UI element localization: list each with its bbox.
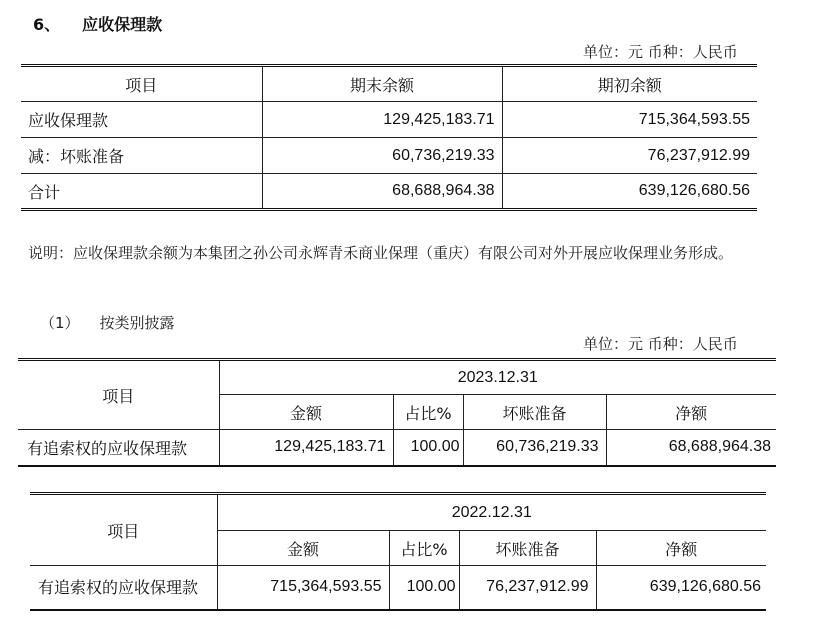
subsection-title: 按类别披露 [99,314,175,332]
table-header-row [21,66,757,102]
receivables-summary-table [21,64,757,211]
header-item: 项目 [18,360,219,430]
table-header-row [18,360,776,395]
header-beginning-balance: 期初余额 [502,66,757,102]
header-net: 净额 [606,395,776,430]
header-item: 项目 [21,66,262,102]
header-net: 净额 [596,531,766,566]
header-amount: 金额 [217,531,389,566]
header-date: 2022.12.31 [217,494,766,531]
header-date: 2023.12.31 [219,360,776,395]
row-item: 有追索权的应收保理款 [18,430,219,466]
section-number: 6、 [33,15,61,34]
table-row [30,566,766,610]
classification-table-2023 [18,358,776,467]
row-ending-value: 60,736,219.33 [262,138,502,174]
row-beginning-value: 639,126,680.56 [502,174,757,210]
header-item: 项目 [30,494,217,566]
classification-table-2022 [30,492,766,611]
header-ending-balance: 期末余额 [262,66,502,102]
unit-label: 单位：元 币种：人民币 [583,43,738,61]
row-item: 应收保理款 [21,102,262,138]
row-ending-value: 68,688,964.38 [262,174,502,210]
header-ratio: 占比% [389,531,459,566]
row-provision: 60,736,219.33 [463,430,606,466]
explanatory-note: 说明：应收保理款余额为本集团之孙公司永辉青禾商业保理（重庆）有限公司对外开展应收保理业务形成。 [28,244,734,262]
row-item: 减：坏账准备 [21,138,262,174]
header-ratio: 占比% [393,395,463,430]
row-net: 639,126,680.56 [596,566,766,610]
header-provision: 坏账准备 [463,395,606,430]
row-amount: 129,425,183.71 [219,430,393,466]
row-net: 68,688,964.38 [606,430,776,466]
table-row [21,138,757,174]
section-heading [33,12,162,35]
unit-label-2: 单位：元 币种：人民币 [583,335,738,353]
header-amount: 金额 [219,395,393,430]
row-ratio: 100.00 [393,430,463,466]
row-ratio: 100.00 [389,566,459,610]
section-title: 应收保理款 [82,15,163,34]
header-provision: 坏账准备 [459,531,596,566]
table-row-total [21,174,757,210]
table-header-row [30,494,766,531]
subsection-number: （1） [40,314,80,332]
row-item: 有追索权的应收保理款 [30,566,217,610]
row-provision: 76,237,912.99 [459,566,596,610]
table-row [21,102,757,138]
row-beginning-value: 715,364,593.55 [502,102,757,138]
row-ending-value: 129,425,183.71 [262,102,502,138]
row-item: 合计 [21,174,262,210]
row-beginning-value: 76,237,912.99 [502,138,757,174]
row-amount: 715,364,593.55 [217,566,389,610]
subsection-heading [40,312,175,333]
table-row [18,430,776,466]
